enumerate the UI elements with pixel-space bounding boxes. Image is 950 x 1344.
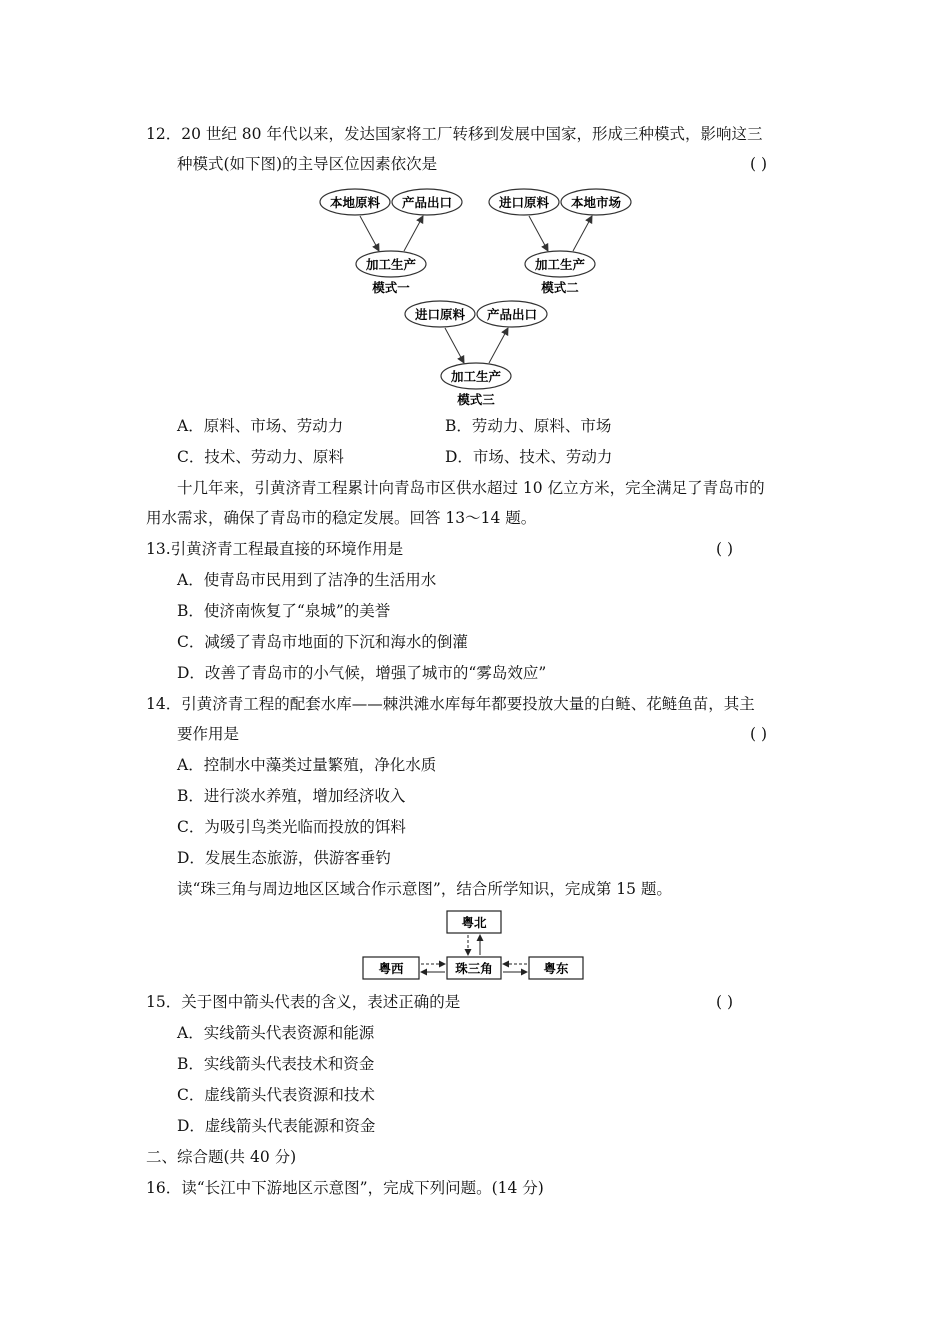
- east-label: 粤东: [543, 961, 569, 976]
- q12-option-a: A．原料、市场、劳动力: [177, 417, 344, 435]
- north-label: 粤北: [461, 915, 487, 930]
- m3-source-text: 进口原料: [414, 307, 466, 322]
- q14-answer-paren: ( ): [750, 725, 768, 743]
- intro15: 读“珠三角与周边地区区域合作示意图”，结合所学知识，完成第 15 题。: [177, 880, 672, 898]
- q15-region-diagram: [360, 906, 590, 984]
- center-label: 珠三角: [455, 961, 493, 976]
- intro13-line1: 十几年来，引黄济青工程累计向青岛市区供水超过 10 亿立方米，完全满足了青岛市的: [177, 479, 765, 497]
- q15-option-c: C．虚线箭头代表资源和技术: [177, 1086, 375, 1104]
- q13-option-b: B．使济南恢复了“泉城”的美誉: [177, 602, 391, 620]
- q15-stem: 15．关于图中箭头代表的含义，表述正确的是: [146, 993, 461, 1011]
- west-label: 粤西: [378, 961, 404, 976]
- m1-target-text: 产品出口: [401, 195, 453, 210]
- m2-target-text: 本地市场: [570, 195, 622, 210]
- q15-option-b: B．实线箭头代表技术和资金: [177, 1055, 375, 1073]
- q13-option-a: A．使青岛市民用到了洁净的生活用水: [177, 571, 437, 589]
- q14-line1: 14．引黄济青工程的配套水库——棘洪滩水库每年都要投放大量的白鲢、花鲢鱼苗，其主: [146, 695, 755, 713]
- intro13-line2: 用水需求，确保了青岛市的稳定发展。回答 13～14 题。: [146, 509, 537, 527]
- q16-stem: 16．读“长江中下游地区示意图”，完成下列问题。(14 分): [146, 1179, 544, 1197]
- m2-label: 模式二: [541, 280, 579, 295]
- m1-process-text: 加工生产: [365, 257, 417, 272]
- q12-answer-paren: ( ): [750, 155, 768, 173]
- q12-line2: 种模式(如下图)的主导区位因素依次是: [177, 155, 438, 173]
- q14-option-d: D．发展生态旅游，供游客垂钓: [177, 849, 391, 867]
- q12-option-c: C．技术、劳动力、原料: [177, 448, 344, 466]
- m1-source-text: 本地原料: [329, 195, 381, 210]
- q12-mode-diagram: [0, 0, 950, 420]
- q13-answer-paren: ( ): [716, 540, 734, 558]
- m2-source-text: 进口原料: [498, 195, 550, 210]
- q14-option-c: C．为吸引鸟类光临而投放的饵料: [177, 818, 406, 836]
- q15-option-a: A．实线箭头代表资源和能源: [177, 1024, 375, 1042]
- q13-option-c: C．减缓了青岛市地面的下沉和海水的倒灌: [177, 633, 468, 651]
- m3-target-text: 产品出口: [486, 307, 538, 322]
- q14-line2: 要作用是: [177, 725, 240, 743]
- m3-process-text: 加工生产: [450, 369, 502, 384]
- section2-heading: 二、综合题(共 40 分): [146, 1148, 297, 1166]
- m2-process-text: 加工生产: [534, 257, 586, 272]
- q13-option-d: D．改善了青岛市的小气候，增强了城市的“雾岛效应”: [177, 664, 547, 682]
- q14-option-a: A．控制水中藻类过量繁殖，净化水质: [177, 756, 437, 774]
- q15-answer-paren: ( ): [716, 993, 734, 1011]
- q12-line1: 12．20 世纪 80 年代以来，发达国家将工厂转移到发展中国家，形成三种模式，影响这三: [146, 125, 763, 143]
- m1-label: 模式一: [372, 280, 410, 295]
- q12-option-b: B．劳动力、原料、市场: [445, 417, 612, 435]
- q12-option-d: D．市场、技术、劳动力: [445, 448, 613, 466]
- q14-option-b: B．进行淡水养殖，增加经济收入: [177, 787, 406, 805]
- q13-stem: 13.引黄济青工程最直接的环境作用是: [146, 540, 404, 558]
- q15-option-d: D．虚线箭头代表能源和资金: [177, 1117, 376, 1135]
- m3-label: 模式三: [457, 392, 495, 407]
